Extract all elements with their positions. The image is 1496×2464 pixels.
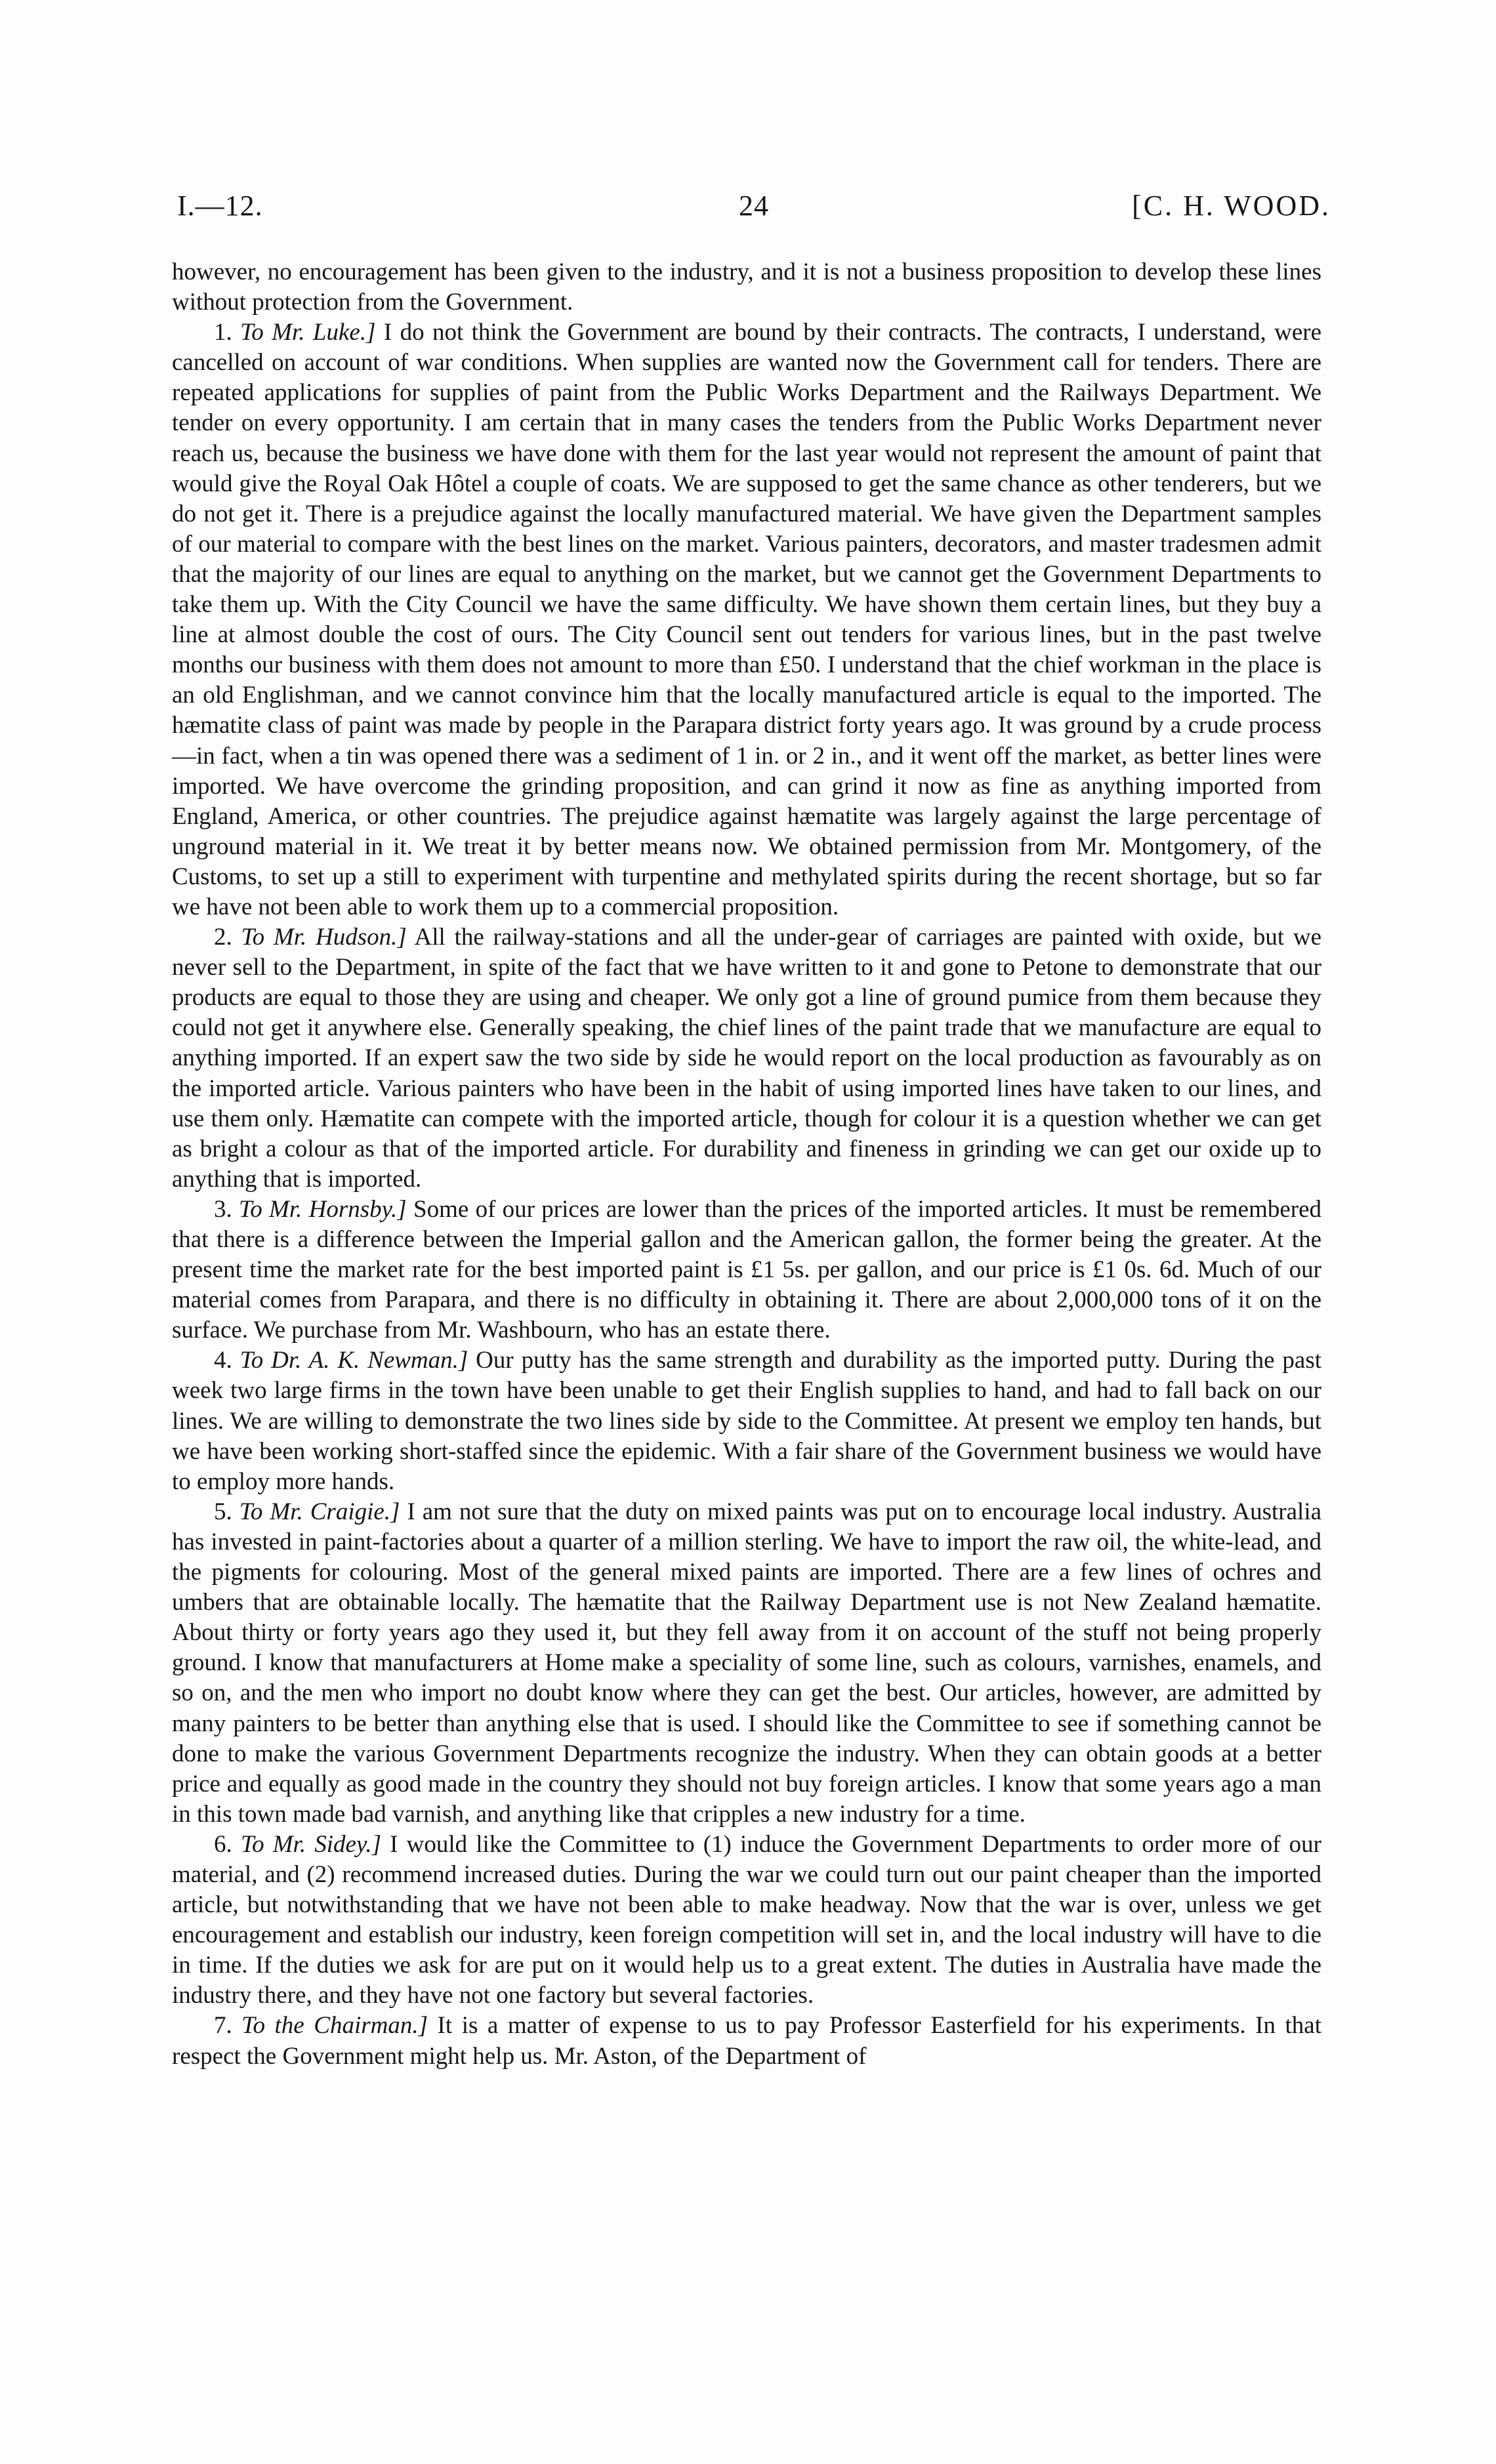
- paragraph-3: [172, 1195, 1321, 1345]
- paragraph-text: Some of our prices are lower than the prices of the imported articles. It must be remembered that there is a difference between the Imperial gallon and the American gallon, the former being the greater. At the present time the market rate for the best imported paint is £1 5s. per gallon, and our price is £1 0s. 6d. Much of our material comes from Parapara, and there is no difficulty in obtaining it. There are about 2,000,000 tons of it on the surface. We purchase from Mr. Washbourn, who has an estate there.: [172, 1195, 1322, 1344]
- witness-name: [C. H. WOOD.: [1132, 190, 1331, 222]
- paragraph-addressee: To Mr. Craigie.]: [239, 1498, 400, 1525]
- paragraph-6: [172, 1830, 1321, 2011]
- paragraph-text: however, no encouragement has been given to the industry, and it is not a business proposition to develop these lines without protection from the Government.: [172, 258, 1321, 316]
- paragraph-number: 3.: [214, 1195, 232, 1223]
- paragraph-text: All the railway-stations and all the under-gear of carriages are painted with oxide, but we never sell to the Department, in spite of the fact that we have written to it and gone to Petone to demonstrate that our products are equal to those they are using and cheaper. We only got a line of ground pumice from them because they could not get it anywhere else. Generally speaking, the chief lines of the paint trade that we manufacture are equal to anything imported. If an expert saw the two side by side he would report on the local production as favourably as on the imported article. Various painters who have been in the habit of using imported lines have taken to our lines, and use them only. Hæmatite can compete with the imported article, though for colour it is a question whether we can get as bright a colour as that of the imported article. For durability and fineness in grinding we can get our oxide up to anything that is imported.: [172, 924, 1321, 1193]
- paragraph-7: [172, 2011, 1321, 2071]
- paragraph-addressee: To Mr. Hudson.]: [241, 924, 407, 951]
- paragraph-addressee: To Mr. Hornsby.]: [239, 1195, 407, 1223]
- paragraph-text: I am not sure that the duty on mixed paints was put on to encourage local industry. Australia has invested in paint-factories about a quarter of a million sterling. We have to import the raw oil, the white-lead, and the pigments for colouring. Most of the general mixed paints are imported. There are a few lines of ochres and umbers that are obtainable locally. The hæmatite that the Railway Department use is not New Zealand hæmatite. About thirty or forty years ago they used it, but they fell away from it on account of the stuff not being properly ground. I know that manufacturers at Home make a speciality of some line, such as colours, varnishes, enamels, and so on, and the men who import no doubt know where they can get the best. Our articles, however, are admitted by many painters to be better than anything else that is used. I should like the Committee to see if something cannot be done to make the various Government Departments recognize the industry. When they can obtain goods at a better price and equally as good made in the country they should not buy foreign articles. I know that some years ago a man in this town made bad varnish, and anything like that cripples a new industry for a time.: [172, 1498, 1322, 1828]
- paragraph-addressee: To Mr. Sidey.]: [240, 1830, 381, 1858]
- paragraph-number: 5.: [214, 1498, 232, 1525]
- paragraph-number: 4.: [214, 1347, 232, 1374]
- paragraph-text: I do not think the Government are bound by their contracts. The contracts, I understand, were cancelled on account of war conditions. When supplies are wanted now the Government call for tenders. There are repeated applications for supplies of paint from the Public Works Department and the Railways Department. We tender on every opportunity. I am certain that in many cases the tenders from the Public Works Department never reach us, because the business we have done with them for the last year would not represent the amount of paint that would give the Royal Oak Hôtel a couple of coats. We are supposed to get the same chance as other tenderers, but we do not get it. There is a prejudice against the locally manufactured material. We have given the Department samples of our material to compare with the best lines on the market. Various painters, decorators, and master tradesmen admit that the majority of our lines are equal to anything on the market, but we cannot get the Government Departments to take them up. With the City Council we have the same difficulty. We have shown them certain lines, but they buy a line at almost double the cost of ours. The City Council sent out tenders for various lines, but in the past twelve months our business with them does not amount to more than £50. I understand that the chief workman in the place is an old Englishman, and we cannot convince him that the locally manufactured article is equal to the imported. The hæmatite class of paint was made by people in the Parapara district forty years ago. It was ground by a crude process—in fact, when a tin was opened there was a sediment of 1 in. or 2 in., and it went off the market, as better lines were imported. We have overcome the grinding proposition, and can grind it now as fine as anything imported from England, America, or other countries. The prejudice against hæmatite was largely against the large percentage of unground material in it. We treat it by better means now. We obtained permission from Mr. Montgomery, of the Customs, to set up a still to experiment with turpentine and methylated spirits during the recent shortage, but so far we have not been able to work them up to a commercial proposition.: [172, 319, 1322, 920]
- paragraph-text: Our putty has the same strength and durability as the imported putty. During the past week two large firms in the town have been unable to get their English supplies to hand, and had to fall back on our lines. We are willing to demonstrate the two lines side by side to the Committee. At present we employ ten hands, but we have been working short-staffed since the epidemic. With a fair share of the Government business we would have to employ more hands.: [172, 1347, 1322, 1495]
- page-number: 24: [739, 190, 769, 222]
- paragraph-number: 6.: [214, 1830, 232, 1858]
- evidence-text: [172, 257, 1321, 2072]
- paragraph-4: [172, 1345, 1321, 1496]
- paragraph-addressee: To Dr. A. K. Newman.]: [239, 1347, 468, 1374]
- paragraph-continuation: [172, 257, 1321, 318]
- paragraph-1: [172, 318, 1321, 922]
- paragraph-text: It is a matter of expense to us to pay Professor Easterfield for his experiments. In that respect the Government might help us. Mr. Aston, of the Department of: [172, 2012, 1321, 2070]
- paragraph-5: [172, 1497, 1321, 1830]
- paragraph-text: I would like the Committee to (1) induce the Government Departments to order more of our material, and (2) recommend increased duties. During the war we could turn out our paint cheaper than the imported article, but notwithstanding that we have not been able to make headway. Now that the war is over, unless we get encouragement and establish our industry, keen foreign competition will set in, and the local industry will have to die in time. If the duties we ask for are put on it would help us to a great extent. The duties in Australia have made the industry there, and they have not one factory but several factories.: [172, 1830, 1322, 2009]
- page-header: [177, 189, 1331, 228]
- paper-reference: I.—12.: [177, 190, 263, 222]
- paragraph-number: 2.: [214, 924, 232, 951]
- paragraph-number: 1.: [214, 319, 232, 346]
- paragraph-number: 7.: [214, 2012, 232, 2040]
- paragraph-2: [172, 922, 1321, 1195]
- paragraph-addressee: To Mr. Luke.]: [240, 319, 376, 346]
- paragraph-addressee: To the Chairman.]: [241, 2012, 428, 2040]
